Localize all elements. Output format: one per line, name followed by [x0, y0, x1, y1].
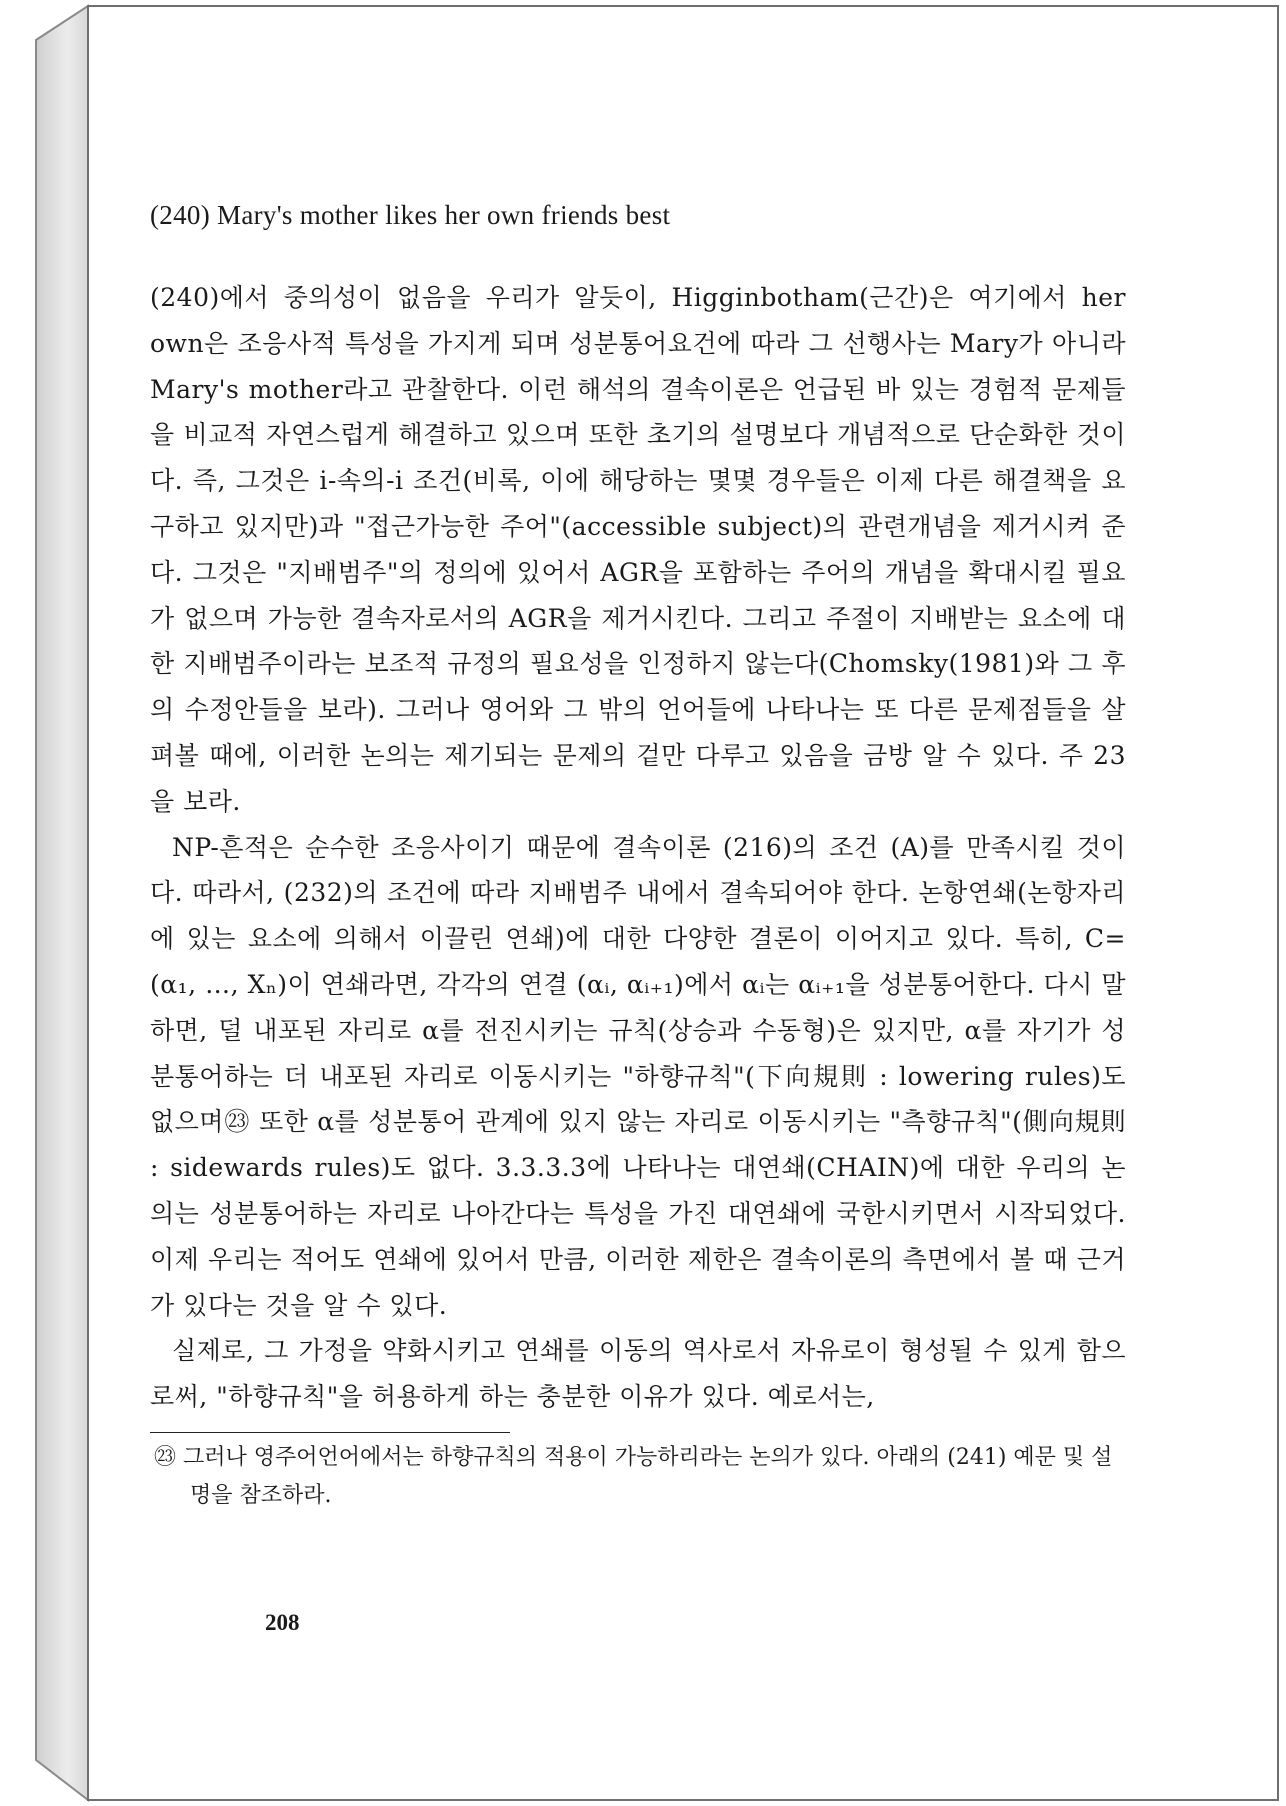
footnote-divider: [150, 1432, 510, 1433]
example-sentence-240: (240) Mary's mother likes her own friends best: [150, 200, 671, 230]
footnote-23: ㉓ 그러나 영주어언어에서는 하향규칙의 적용이 가능하리라는 논의가 있다. 아래의 (241) 예문 및 설명을 참조하라.: [154, 1444, 1113, 1508]
paragraph-1: (240)에서 중의성이 없음을 우리가 알듯이, Higginbotham(근간)은 여기에서 her own은 조응사적 특성을 가지게 되며 성분통어요건에 따라 그 선행사는 Mary가 아니라 Mary's mother라고 관찰한다. 이런 해석의 결속이론은 언급된 바 있는 경험적 문제들을 비교적 자연스럽게 해결하고 있으며 또한 초기의 설명보다 개념적으로 단순화한 것이다. 즉, 그것은 i-속의-i 조건(비록, 이에 해당하는 몇몇 경우들은 이제 다른 해결책을 요구하고 있지만)과 "접근가능한 주어"(accessible subject)의 관련개념을 제거시켜 준다. 그것은 "지배범주"의 정의에 있어서 AGR을 포함하는 주어의 개념을 확대시킬 필요가 없으며 가능한 결속자로서의 AGR을 제거시킨다. 그리고 주절이 지배받는 요소에 대한 지배범주이라는 보조적 규정의 필요성을 인정하지 않는다(Chomsky(1981)와 그 후의 수정안들을 보라). 그러나 영어와 그 밖의 언어들에 나타나는 또 다른 문제점들을 살펴볼 때에, 이러한 논의는 제기되는 문제의 겉만 다루고 있음을 금방 알 수 있다. 주 23을 보라.: [150, 283, 1126, 816]
page-content: [150, 190, 1126, 1515]
paragraph-2: NP-흔적은 순수한 조응사이기 때문에 결속이론 (216)의 조건 (A)를 만족시킬 것이다. 따라서, (232)의 조건에 따라 지배범주 내에서 결속되어야 한다. 논항연쇄(논항자리에 있는 요소에 의해서 이끌린 연쇄)에 대한 다양한 결론이 이어지고 있다. 특히, C=(α₁, …, Xₙ)이 연쇄라면, 각각의 연결 (αᵢ, αᵢ₊₁)에서 αᵢ는 αᵢ₊₁을 성분통어한다. 다시 말하면, 덜 내포된 자리로 α를 전진시키는 규칙(상승과 수동형)은 있지만, α를 자기가 성분통어하는 더 내포된 자리로 이동시키는 "하향규칙"(下向規則 : lowering rules)도 없으며㉓ 또한 α를 성분통어 관계에 있지 않는 자리로 이동시키는 "측향규칙"(側向規則 : sidewards rules)도 없다. 3.3.3.3에 나타나는 대연쇄(CHAIN)에 대한 우리의 논의는 성분통어하는 자리로 나아간다는 특성을 가진 대연쇄에 국한시키면서 시작되었다. 이제 우리는 적어도 연쇄에 있어서 만큼, 이러한 제한은 결속이론의 측면에서 볼 때 근거가 있다는 것을 알 수 있다.: [150, 832, 1126, 1320]
book-spine: [36, 6, 88, 1800]
page-number: 208: [265, 1610, 300, 1635]
paragraph-3: 실제로, 그 가정을 약화시키고 연쇄를 이동의 역사로서 자유로이 형성될 수 있게 함으로써, "하향규칙"을 허용하게 하는 충분한 이유가 있다. 예로서는,: [150, 1336, 1126, 1412]
